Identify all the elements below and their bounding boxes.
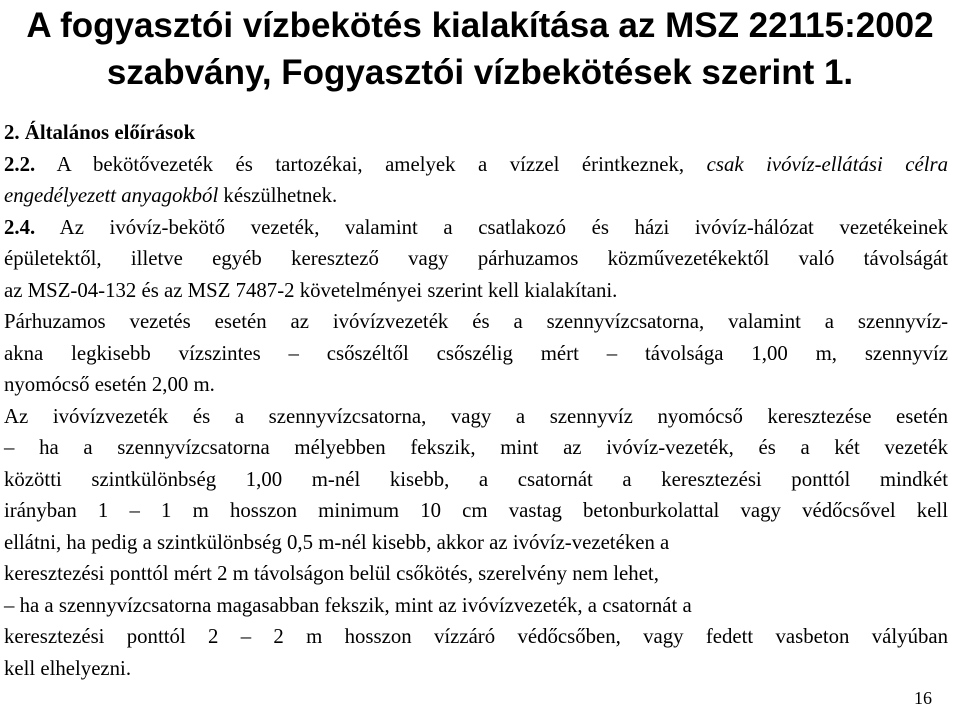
slide-title-line-1: A fogyasztói vízbekötés kialakítása az MSZ 22115:2002 xyxy=(26,6,934,45)
para-parallel-line-1: Párhuzamos vezetés esetén az ivóvízvezeték és a szennyvízcsatorna, valamint a szennyvíz- xyxy=(4,310,948,333)
para-2-2-line-2-text: készülhetnek. xyxy=(218,184,338,207)
para-2-2-line-2 xyxy=(4,180,948,212)
para-crossing-line-7: – ha a szennyvízcsatorna magasabban fekszik, mint az ivóvízvezeték, a csatornát a xyxy=(4,593,692,617)
para-crossing-line-1: Az ivóvízvezeték és a szennyvízcsatorna, vagy a szennyvíz nyomócső keresztezése esetén xyxy=(4,404,948,428)
section-heading: 2. Általános előírások xyxy=(4,121,196,144)
para-crossing-line-4: irányban 1 – 1 m hosszon minimum 10 cm vastag betonburkolattal vagy védőcsővel kell xyxy=(4,499,948,522)
para-2-2-line-1-italic: csak ivóvíz-ellátási célra xyxy=(706,152,948,176)
para-parallel-line-3: nyomócső esetén 2,00 m. xyxy=(4,373,215,396)
para-2-4-line-1 xyxy=(4,212,948,244)
para-crossing-line-6: keresztezési ponttól mért 2 m távolságon belül csőkötés, szerelvény nem lehet, xyxy=(4,562,659,585)
para-crossing-line-9: kell elhelyezni. xyxy=(4,656,132,680)
slide-title-line-2: szabvány, Fogyasztói vízbekötések szerint 1. xyxy=(106,53,854,92)
para-crossing-line-2: – ha a szennyvízcsatorna mélyebben fekszik, mint az ivóvíz-vezeték, és a két vezeték xyxy=(4,436,948,459)
slide-body xyxy=(4,117,948,684)
para-parallel-line-2: akna legkisebb vízszintes – csőszéltől csőszélig mért – távolsága 1,00 m, szennyvíz xyxy=(4,341,948,365)
slide-title xyxy=(0,2,960,96)
page-number: 16 xyxy=(914,688,932,708)
para-2-2-number: 2.2. xyxy=(4,152,36,176)
para-2-4-number: 2.4. xyxy=(4,215,36,239)
para-crossing-line-5: ellátni, ha pedig a szintkülönbség 0,5 m-nél kisebb, akkor az ivóvíz-vezetéken a xyxy=(4,530,670,554)
para-2-4-line-1-text: Az ivóvíz-bekötő vezeték, valamint a csatlakozó és házi ivóvíz-hálózat vezetékeinek xyxy=(35,215,948,239)
para-2-2-line-1 xyxy=(4,149,948,181)
para-crossing-line-3: közötti szintkülönbség 1,00 m-nél kisebb, a csatornát a keresztezési ponttól mindkét xyxy=(4,467,948,491)
para-2-4-line-2: épületektől, illetve egyéb keresztező vagy párhuzamos közművezetékektől való távolságát xyxy=(4,247,948,270)
para-crossing-line-8: keresztezési ponttól 2 – 2 m hosszon vízzáró védőcsőben, vagy fedett vasbeton vályúban xyxy=(4,625,948,648)
para-2-2-line-2-italic: engedélyezett anyagokból xyxy=(4,184,219,207)
para-2-2-line-1-text: A bekötővezeték és tartozékai, amelyek a vízzel érintkeznek, xyxy=(35,152,707,176)
para-2-4-line-3: az MSZ-04-132 és az MSZ 7487-2 követelményei szerint kell kialakítani. xyxy=(4,278,618,302)
